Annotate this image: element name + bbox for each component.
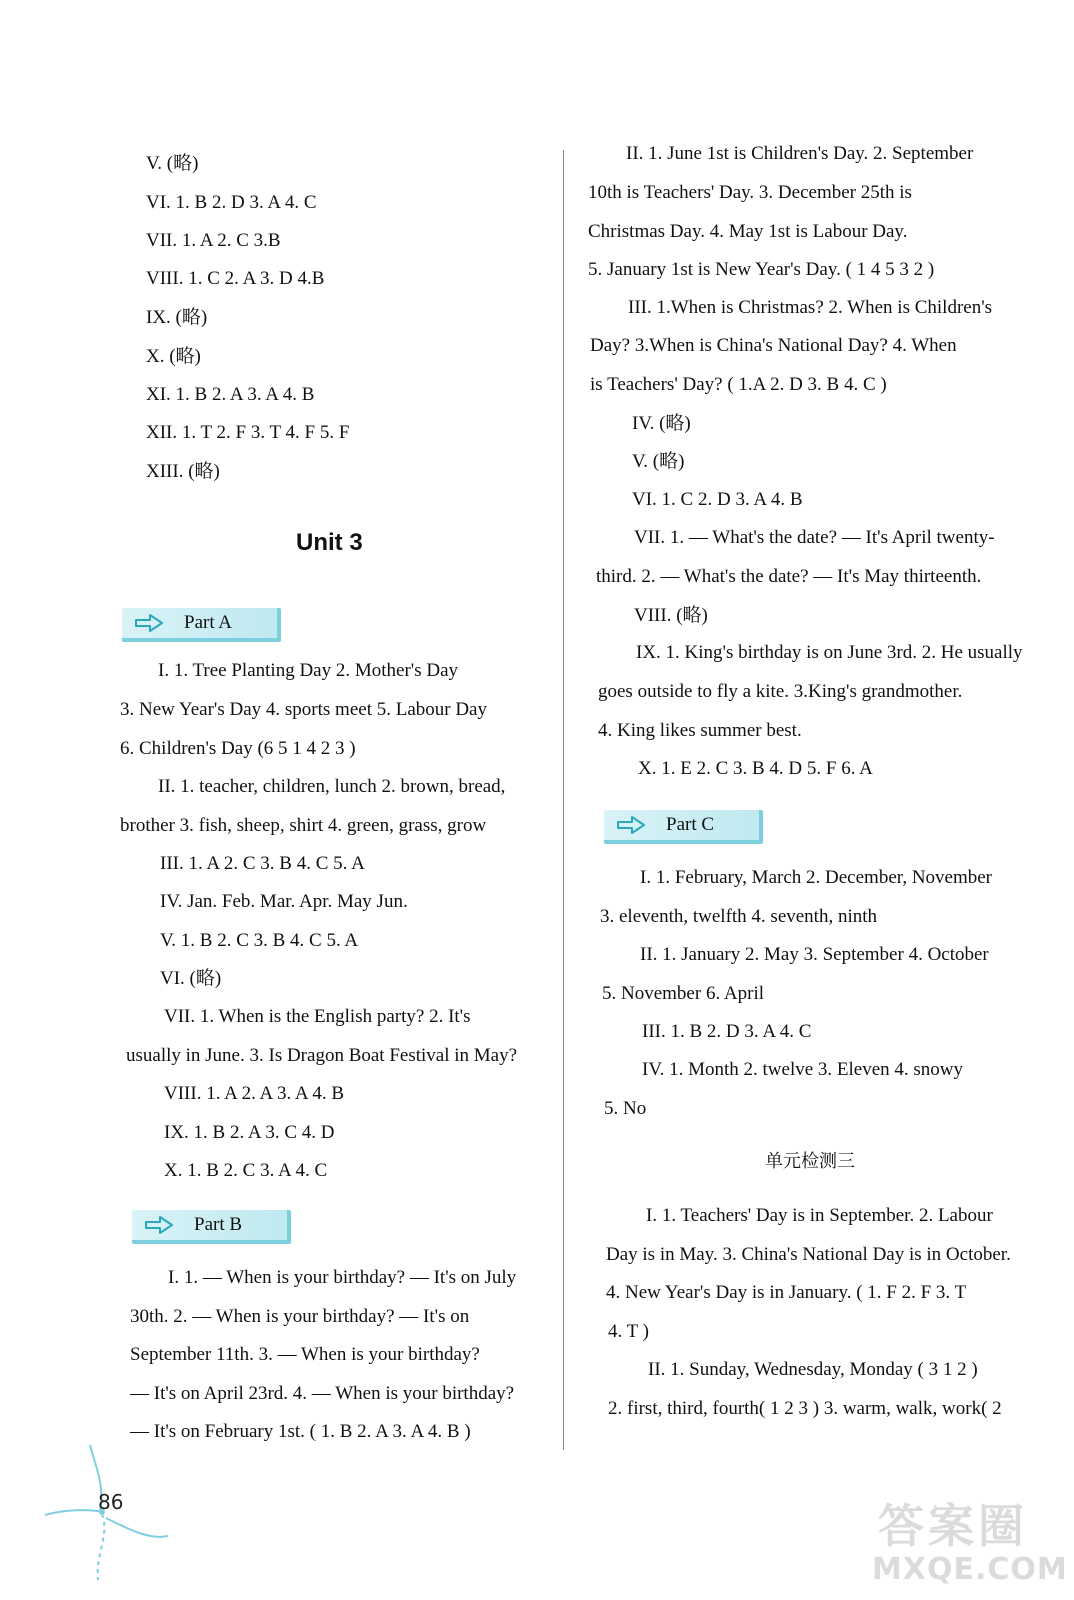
answer-line: VII. 1. A 2. C 3.B — [146, 230, 281, 251]
answer-line: VII. 1. — What's the date? — It's April twenty- — [634, 527, 995, 548]
answer-line: II. 1. June 1st is Children's Day. 2. September — [626, 143, 974, 164]
answer-line: X. 1. B 2. C 3. A 4. C — [164, 1160, 328, 1181]
answer-line: 3. New Year's Day 4. sports meet 5. Labour Day — [120, 699, 487, 720]
answer-line: I. 1. Teachers' Day is in September. 2. Labour — [646, 1205, 993, 1226]
part-c-banner — [604, 810, 763, 844]
answer-line: VII. 1. When is the English party? 2. It's — [164, 1006, 471, 1027]
answer-line: II. 1. January 2. May 3. September 4. October — [640, 944, 989, 965]
unit-title: Unit 3 — [296, 529, 363, 556]
answer-line: 5. January 1st is New Year's Day. ( 1 4 5 3 2 ) — [588, 259, 935, 280]
answer-line: 4. T ) — [608, 1321, 649, 1342]
answer-line: usually in June. 3. Is Dragon Boat Festival in May? — [126, 1045, 518, 1066]
answer-line: Day is in May. 3. China's National Day is in October. — [606, 1244, 1011, 1265]
part-c-label: Part C — [666, 814, 715, 835]
answer-line: 5. No — [604, 1098, 647, 1119]
answer-line: I. 1. February, March 2. December, November — [640, 867, 993, 888]
arrow-right-icon — [134, 612, 164, 634]
answer-line: — It's on February 1st. ( 1. B 2. A 3. A 4. B ) — [130, 1421, 471, 1442]
answer-line: III. 1. A 2. C 3. B 4. C 5. A — [160, 853, 365, 874]
answer-line: V. 1. B 2. C 3. B 4. C 5. A — [160, 930, 359, 951]
answer-line: VI. (略) — [160, 968, 222, 989]
answer-line: Christmas Day. 4. May 1st is Labour Day. — [588, 221, 908, 242]
answer-line: third. 2. — What's the date? — It's May thirteenth. — [596, 566, 982, 587]
corner-decoration-icon — [40, 1440, 180, 1590]
answer-line: II. 1. teacher, children, lunch 2. brown, bread, — [158, 776, 506, 797]
answer-line: III. 1. B 2. D 3. A 4. C — [642, 1021, 812, 1042]
answer-line: V. (略) — [632, 451, 685, 472]
watermark-url: MXQE.COM — [872, 1552, 1068, 1587]
arrow-right-icon — [144, 1214, 174, 1236]
answer-line: XI. 1. B 2. A 3. A 4. B — [146, 384, 315, 405]
arrow-right-icon — [616, 814, 646, 836]
answer-line: I. 1. — When is your birthday? — It's on July — [168, 1267, 517, 1288]
answer-line: 4. New Year's Day is in January. ( 1. F 2. F 3. T — [606, 1282, 967, 1303]
answer-line: IV. 1. Month 2. twelve 3. Eleven 4. snowy — [642, 1059, 964, 1080]
answer-line: II. 1. Sunday, Wednesday, Monday ( 3 1 2 ) — [648, 1359, 978, 1380]
answer-line: III. 1.When is Christmas? 2. When is Children's — [628, 297, 993, 318]
answer-line: I. 1. Tree Planting Day 2. Mother's Day — [158, 660, 459, 681]
answer-line: X. 1. E 2. C 3. B 4. D 5. F 6. A — [638, 758, 873, 779]
answer-line: 30th. 2. — When is your birthday? — It's on — [130, 1306, 470, 1327]
answer-line: IV. Jan. Feb. Mar. Apr. May Jun. — [160, 891, 408, 912]
answer-line: VIII. 1. C 2. A 3. D 4.B — [146, 268, 325, 289]
answer-line: IX. (略) — [146, 307, 208, 328]
answer-line: VIII. 1. A 2. A 3. A 4. B — [164, 1083, 344, 1104]
part-b-label: Part B — [194, 1214, 243, 1235]
watermark-text: 答案圈 — [878, 1499, 1028, 1553]
answer-line: 4. King likes summer best. — [598, 720, 802, 741]
part-b-banner — [132, 1210, 291, 1244]
part-a-banner — [122, 608, 281, 642]
answer-line: 3. eleventh, twelfth 4. seventh, ninth — [600, 906, 878, 927]
answer-line: VI. 1. C 2. D 3. A 4. B — [632, 489, 803, 510]
answer-line: September 11th. 3. — When is your birthday? — [130, 1344, 480, 1365]
answer-line: VIII. (略) — [634, 605, 708, 626]
part-a-label: Part A — [184, 612, 233, 633]
answer-line: VI. 1. B 2. D 3. A 4. C — [146, 192, 317, 213]
answer-line: 2. first, third, fourth( 1 2 3 ) 3. warm, walk, work( 2 — [608, 1398, 1002, 1419]
answer-line: V. (略) — [146, 153, 199, 174]
answer-line: is Teachers' Day? ( 1.A 2. D 3. B 4. C ) — [590, 374, 887, 395]
answer-line: XIII. (略) — [146, 461, 220, 482]
answer-line: Day? 3.When is China's National Day? 4. When — [590, 335, 957, 356]
answer-line: 10th is Teachers' Day. 3. December 25th is — [588, 182, 912, 203]
page-number: 86 — [98, 1490, 124, 1514]
unit-test-title: 单元检测三 — [765, 1151, 855, 1172]
column-divider — [563, 150, 564, 1450]
answer-line: 5. November 6. April — [602, 983, 765, 1004]
answer-line: brother 3. fish, sheep, shirt 4. green, grass, grow — [120, 815, 487, 836]
answer-line: XII. 1. T 2. F 3. T 4. F 5. F — [146, 422, 350, 443]
answer-line: — It's on April 23rd. 4. — When is your birthday? — [130, 1383, 515, 1404]
answer-line: IX. 1. King's birthday is on June 3rd. 2. He usually — [636, 642, 1023, 663]
answer-line: 6. Children's Day (6 5 1 4 2 3 ) — [120, 738, 356, 759]
answer-line: goes outside to fly a kite. 3.King's grandmother. — [598, 681, 963, 702]
answer-line: IX. 1. B 2. A 3. C 4. D — [164, 1122, 335, 1143]
answer-line: IV. (略) — [632, 413, 691, 434]
answer-line: X. (略) — [146, 346, 201, 367]
watermark-logo — [870, 1490, 1068, 1595]
